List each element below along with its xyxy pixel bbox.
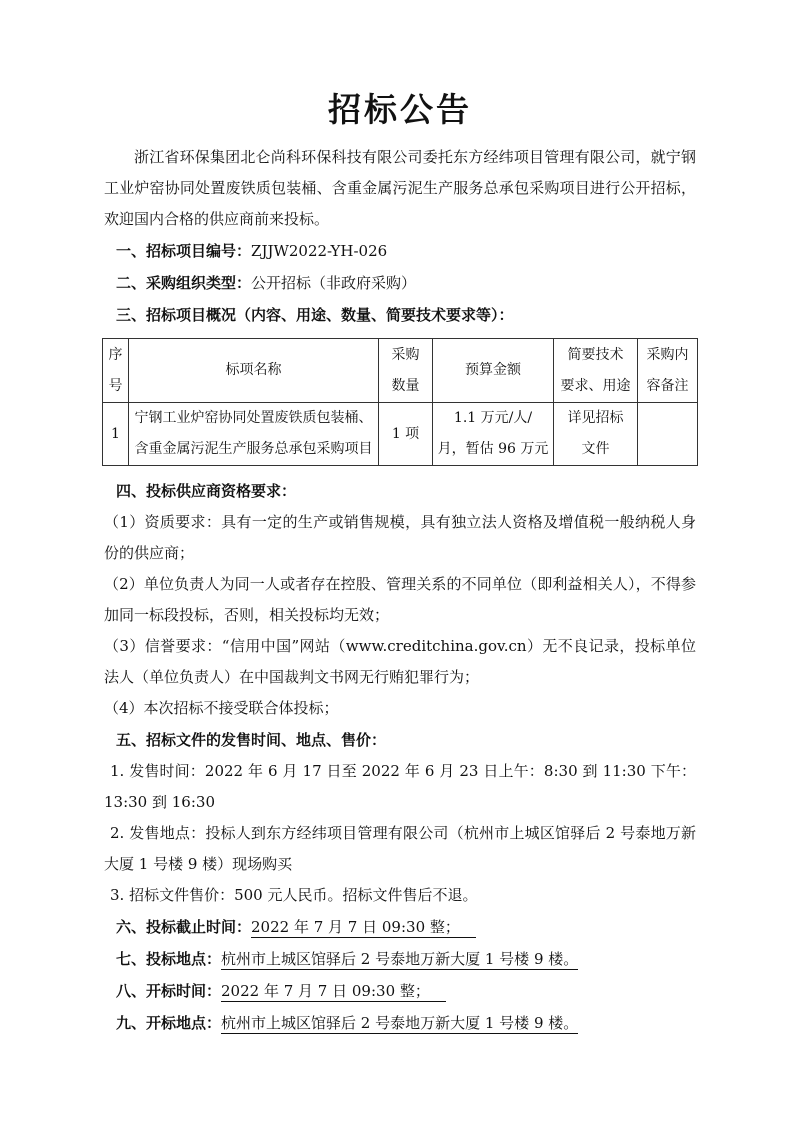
sale-price-line: 3. 招标文件售价：500 元人民币。招标文件售后不退。 — [110, 886, 478, 904]
cell-quantity: 1 项 — [379, 403, 433, 466]
document-title: 招标公告 — [328, 90, 472, 129]
cell-tech-requirements: 详见招标 文件 — [554, 403, 638, 466]
qualification-item-1: （1）资质要求：具有一定的生产或销售规模，具有独立法人资格及增值税一般纳税人身份的供应商； — [104, 513, 696, 562]
opening-location-value: 杭州市上城区馆驿后 2 号泰地万新大厦 1 号楼 9 楼。 — [221, 1014, 579, 1032]
col-header-item-name: 标项名称 — [129, 339, 379, 403]
cell-remarks — [638, 403, 698, 466]
section-2-procurement-type — [104, 267, 696, 299]
section-2-value: 公开招标（非政府采购） — [251, 274, 417, 292]
section-4-heading: 四、投标供应商资格要求： — [116, 482, 297, 500]
opening-time-value: 2022 年 7 月 7 日 09:30 整； — [221, 982, 446, 1002]
cell-budget: 1.1 万元/人/ 月，暂估 96 万元 — [433, 403, 554, 466]
col-header-budget: 预算金额 — [433, 339, 554, 403]
col-header-remarks: 采购内 容备注 — [638, 339, 698, 403]
section-6-bid-deadline: 六、投标截止时间：2022 年 7 月 7 日 09:30 整； — [104, 911, 696, 943]
cell-seq: 1 — [103, 403, 129, 466]
section-2-label: 二、采购组织类型： — [116, 274, 252, 292]
col-header-quantity: 采购 数量 — [379, 339, 433, 403]
document-content — [104, 0, 696, 1039]
section-1-value: ZJJW2022-YH-026 — [251, 242, 388, 260]
cell-item-name: 宁钢工业炉窑协同处置废铁质包装桶、 含重金属污泥生产服务总承包采购项目 — [129, 403, 379, 466]
col-header-seq: 序 号 — [103, 339, 129, 403]
section-3-project-overview — [104, 299, 696, 331]
table-header-row — [103, 339, 698, 403]
sale-location-line: 2. 发售地点：投标人到东方经纬项目管理有限公司（杭州市上城区馆驿后 2 号泰地万新大厦 1 号楼 9 楼）现场购买 — [104, 824, 696, 873]
sale-time-line: 1. 发售时间：2022 年 6 月 17 日至 2022 年 6 月 23 日上午：8:30 到 11:30 下午：13:30 到 16:30 — [104, 762, 696, 811]
section-9-opening-location: 九、开标地点：杭州市上城区馆驿后 2 号泰地万新大厦 1 号楼 9 楼。 — [116, 1014, 579, 1032]
project-overview-table — [102, 338, 698, 466]
intro-paragraph: 浙江省环保集团北仑尚科环保科技有限公司委托东方经纬项目管理有限公司，就宁钢工业炉窑协同处置废铁质包装桶、含重金属污泥生产服务总承包采购项目进行公开招标，欢迎国内合格的供应商前来投标。 — [104, 148, 696, 228]
section-3-label: 三、招标项目概况（内容、用途、数量、简要技术要求等）： — [116, 306, 514, 324]
qualification-item-3: （3）信誉要求：“信用中国”网站（www.creditchina.gov.cn）无不良记录，投标单位法人（单位负责人）在中国裁判文书网无行贿犯罪行为； — [104, 637, 696, 686]
qualification-item-2: （2）单位负责人为同一人或者存在控股、管理关系的不同单位（即利益相关人），不得参加同一标段投标，否则，相关投标均无效； — [104, 575, 696, 624]
table-row — [103, 403, 698, 466]
section-1-label: 一、招标项目编号： — [116, 242, 252, 260]
section-8-opening-time: 八、开标时间：2022 年 7 月 7 日 09:30 整； — [104, 975, 696, 1007]
bid-location-value: 杭州市上城区馆驿后 2 号泰地万新大厦 1 号楼 9 楼。 — [221, 950, 579, 968]
bid-deadline-value: 2022 年 7 月 7 日 09:30 整； — [251, 918, 476, 938]
section-7-bid-location: 七、投标地点：杭州市上城区馆驿后 2 号泰地万新大厦 1 号楼 9 楼。 — [116, 950, 579, 968]
section-5-heading: 五、招标文件的发售时间、地点、售价： — [116, 731, 387, 749]
section-1-project-number — [104, 235, 696, 267]
col-header-tech-requirements: 简要技术 要求、用途 — [554, 339, 638, 403]
qualification-item-4: （4）本次招标不接受联合体投标； — [104, 699, 339, 717]
